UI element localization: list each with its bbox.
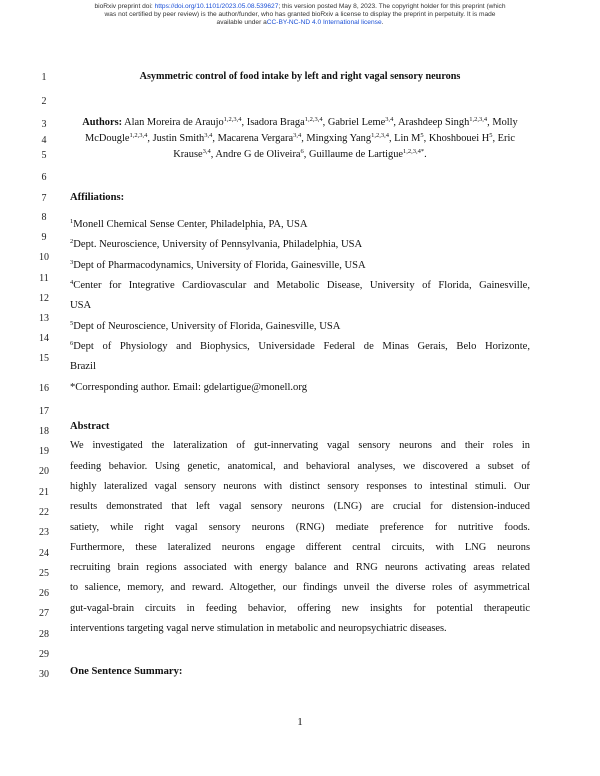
- header-text: available under a: [216, 19, 267, 26]
- line-number: 19: [39, 446, 49, 457]
- line-number: 30: [39, 669, 49, 680]
- header-text: bioRxiv preprint doi:: [94, 3, 155, 10]
- author-name: Lin $M^5$: [394, 132, 424, 144]
- affiliation-3: $^3$Dept of Pharmacodynamics, University of Florida, Gainesville, USA: [70, 259, 366, 271]
- line-number: 15: [39, 353, 49, 364]
- authors-label: Authors:: [82, 117, 123, 128]
- author-name: Macarena Vergara$^{3,4}$: [217, 132, 302, 144]
- line-number: 12: [39, 293, 49, 304]
- corresponding-author: *Corresponding author. Email: gdelartigue@monell.org: [70, 382, 307, 393]
- author-name: Gabriel Leme$^{3,4}$: [327, 116, 394, 128]
- line-number: 16: [39, 383, 49, 394]
- line-number: 6: [41, 172, 47, 183]
- line-number: 25: [39, 568, 49, 579]
- author-name: Arashdeep Singh$^{1,2,3,4}$: [397, 116, 488, 128]
- author-name: Isadora Braga$^{1,2,3,4}$: [246, 116, 323, 128]
- page-number: 1: [297, 716, 303, 728]
- line-number: 26: [39, 588, 49, 599]
- author-name: Alan Moreira de Araujo$^{1,2,3,4}$: [124, 116, 242, 128]
- line-number: 2: [41, 96, 47, 107]
- line-number: 23: [39, 527, 49, 538]
- header-text: ; this version posted May 8, 2023. The copyright holder for this preprint (which: [278, 3, 506, 10]
- abstract-line: results demonstrated that left vagal sensory neurons (LNG) are crucial for distension-induced: [70, 501, 530, 512]
- author-name: Andre G de Oliveira$^6$: [215, 148, 304, 160]
- author-name: Molly McDougle$^{1,2,3,4}$: [85, 117, 518, 144]
- author-name: Justin Smith$^{3,4}$: [152, 132, 213, 144]
- header-text: was not certified by peer review) is the author/funder, who has granted bioRxiv a license to display the preprint in perpetuity. It is made: [104, 11, 496, 18]
- abstract-line: satiety, while right vagal sensory neurons (RNG) mediate preference for nutritive foods.: [70, 522, 530, 533]
- summary-heading: One Sentence Summary:: [70, 666, 183, 677]
- affiliation-4: $^4$Center for Integrative Cardiovascular and Metabolic Disease, University of Florida, Gainesville,: [70, 279, 530, 291]
- line-number: 17: [39, 406, 49, 417]
- author-name: Eric Krause$^{3,4}$: [173, 133, 515, 160]
- line-number: 28: [39, 629, 49, 640]
- header-text: .: [381, 19, 384, 26]
- paper-title: Asymmetric control of food intake by left and right vagal sensory neurons: [139, 71, 461, 82]
- abstract-line: gut-vagal-brain circuits in feeding behavior, offering new insights for potential therapeutic: [70, 603, 530, 614]
- line-number: 27: [39, 608, 49, 619]
- preprint-header: [40, 3, 560, 27]
- doi-link[interactable]: https://doi.org/10.1101/2023.05.08.539627: [154, 3, 279, 10]
- line-number: 22: [39, 507, 49, 518]
- line-number: 20: [39, 466, 49, 477]
- abstract-line: highly lateralized vagal sensory neurons with distinct sensory responses to intestinal stimuli. Our: [70, 481, 530, 492]
- author-name: Guillaume de Lartigue$^{1,2,3,4*}$: [308, 148, 425, 160]
- line-number: 18: [39, 426, 49, 437]
- line-number: 7: [41, 193, 47, 204]
- line-number: 4: [41, 135, 47, 146]
- abstract-line: feeding behavior. Using genetic, anatomical, and behavioral analyses, we discovered a subset of: [70, 461, 530, 472]
- affiliations-heading: Affiliations:: [70, 192, 125, 203]
- line-number: 3: [41, 119, 47, 130]
- abstract-heading: Abstract: [70, 421, 110, 432]
- line-number: 1: [41, 72, 47, 83]
- affiliation-2: $^2$Dept. Neuroscience, University of Pennsylvania, Philadelphia, USA: [70, 238, 363, 250]
- line-number: 13: [39, 313, 49, 324]
- line-number: 9: [41, 232, 47, 243]
- line-number: 11: [39, 273, 49, 284]
- abstract-line: interventions targeting vagal nerve stimulation in metabolic and neuropsychiatric diseases.: [70, 623, 447, 634]
- line-number: 14: [39, 333, 49, 344]
- affiliation-6-cont: Brazil: [70, 361, 96, 372]
- affiliation-5: $^5$Dept of Neuroscience, University of Florida, Gainesville, USA: [70, 320, 341, 332]
- affiliation-4-cont: USA: [70, 300, 92, 311]
- author-list: Authors: Alan Moreira de Araujo$^{1,2,3,4}$, Isadora Braga$^{1,2,3,4}$, Gabriel Leme$^{3,4}$, Arashdeep Singh$^{1,2,3,4}$, Molly McDougle$^{1,2,3,4}$, Justin Smith$^{3,4}$, Macarena Vergara$^{3,4}$, Mingxing Yang$^{1,2,3,4}$, Lin $M^5$, Khoshbouei $H^5$, Eric Krause$^{3,4}$, Andre G de Oliveira$^6$, Guillaume de Lartigue$^{1,2,3,4*}$.: [82, 116, 518, 160]
- abstract-line: to salience, memory, and reward. Altogether, our findings unveil the diverse roles of asymmetrical: [70, 582, 530, 593]
- author-name: Khoshbouei $H^5$: [428, 132, 493, 144]
- line-number: 21: [39, 487, 49, 498]
- abstract-line: recruiting brain regions associated with energy balance and RNG neurons activating areas related: [70, 562, 530, 573]
- abstract-line: Furthermore, these lateralized neurons engage different central circuits, with LNG neurons: [70, 542, 530, 553]
- line-number: 10: [39, 252, 49, 263]
- affiliation-6: $^6$Dept of Physiology and Biophysics, Universidade Federal de Minas Gerais, Belo Horizonte,: [70, 340, 530, 352]
- line-number: 29: [39, 649, 49, 660]
- line-number: 24: [39, 548, 49, 559]
- line-number: 5: [41, 150, 47, 161]
- author-name: Mingxing Yang$^{1,2,3,4}$: [306, 132, 389, 144]
- abstract-line: We investigated the lateralization of gut-innervating vagal sensory neurons and their roles in: [70, 440, 530, 451]
- line-number: 8: [41, 212, 47, 223]
- affiliation-1: $^1$Monell Chemical Sense Center, Philadelphia, PA, USA: [70, 218, 308, 230]
- license-link[interactable]: CC-BY-NC-ND 4.0 International license: [266, 19, 382, 26]
